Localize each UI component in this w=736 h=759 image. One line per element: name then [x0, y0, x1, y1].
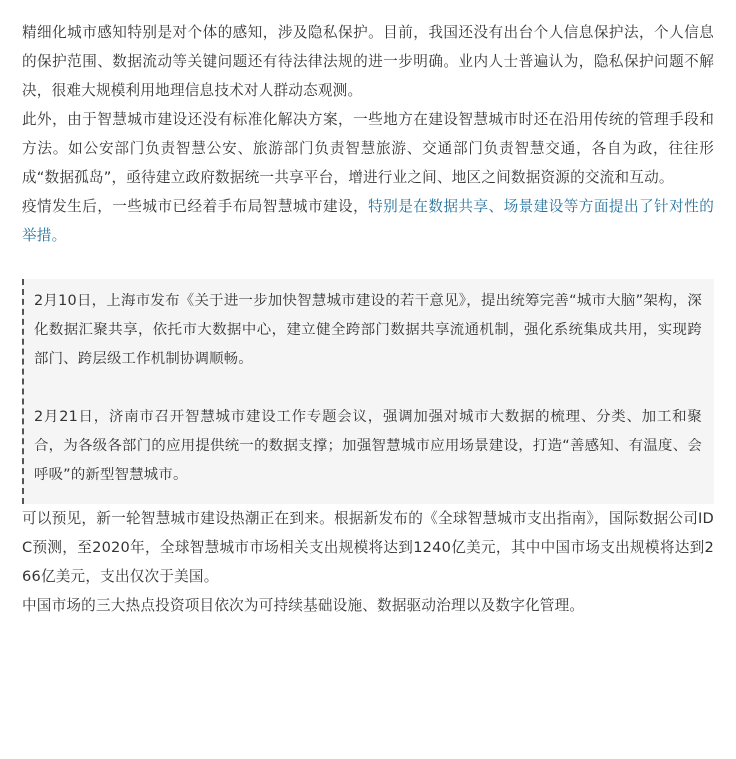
- paragraph-standardization: 此外，由于智慧城市建设还没有标准化解决方案，一些地方在建设智慧城市时还在沿用传统的管理手段和方法。如公安部门负责智慧公安、旅游部门负责智慧旅游、交通部门负责智慧交通，各自为政，往往形成“数据孤岛”，亟待建立政府数据统一共享平台，增进行业之间、地区之间数据资源的交流和互动。: [22, 111, 714, 186]
- paragraph-epidemic: [22, 192, 714, 250]
- paragraph-hotspots: 中国市场的三大热点投资项目依次为可持续基础设施、数据驱动治理以及数字化管理。: [22, 597, 585, 614]
- paragraph-epidemic-text: 疫情发生后，一些城市已经着手布局智慧城市建设，: [22, 198, 369, 215]
- article-body: [22, 18, 714, 620]
- blockquote: [22, 279, 714, 504]
- quote-shanghai: 2月10日，上海市发布《关于进一步加快智慧城市建设的若干意见》，提出统筹完善“城市大脑”架构，深化数据汇聚共享，依托市大数据中心，建立健全跨部门数据共享流通机制，强化系统集成共用，实现跨部门、跨层级工作机制协调顺畅。: [34, 293, 702, 367]
- paragraph-privacy: 精细化城市感知特别是对个体的感知，涉及隐私保护。目前，我国还没有出台个人信息保护法，个人信息的保护范围、数据流动等关键问题还有待法律法规的进一步明确。业内人士普遍认为，隐私保护问题不解决，很难大规模利用地理信息技术对人群动态观测。: [22, 24, 714, 99]
- paragraph-idc-forecast: 可以预见，新一轮智慧城市建设热潮正在到来。根据新发布的《全球智慧城市支出指南》，国际数据公司IDC预测，至2020年，全球智慧城市市场相关支出规模将达到1240亿美元，其中中国市场支出规模将达到266亿美元，支出仅次于美国。: [22, 510, 714, 585]
- quote-jinan: 2月21日，济南市召开智慧城市建设工作专题会议，强调加强对城市大数据的梳理、分类、加工和聚合，为各级各部门的应用提供统一的数据支撑；加强智慧城市应用场景建设，打造“善感知、有温度、会呼吸”的新型智慧城市。: [34, 409, 702, 483]
- highlighted-text: 特别是在数据共享、场景建设等方面提出了针对性的举措。: [22, 198, 714, 244]
